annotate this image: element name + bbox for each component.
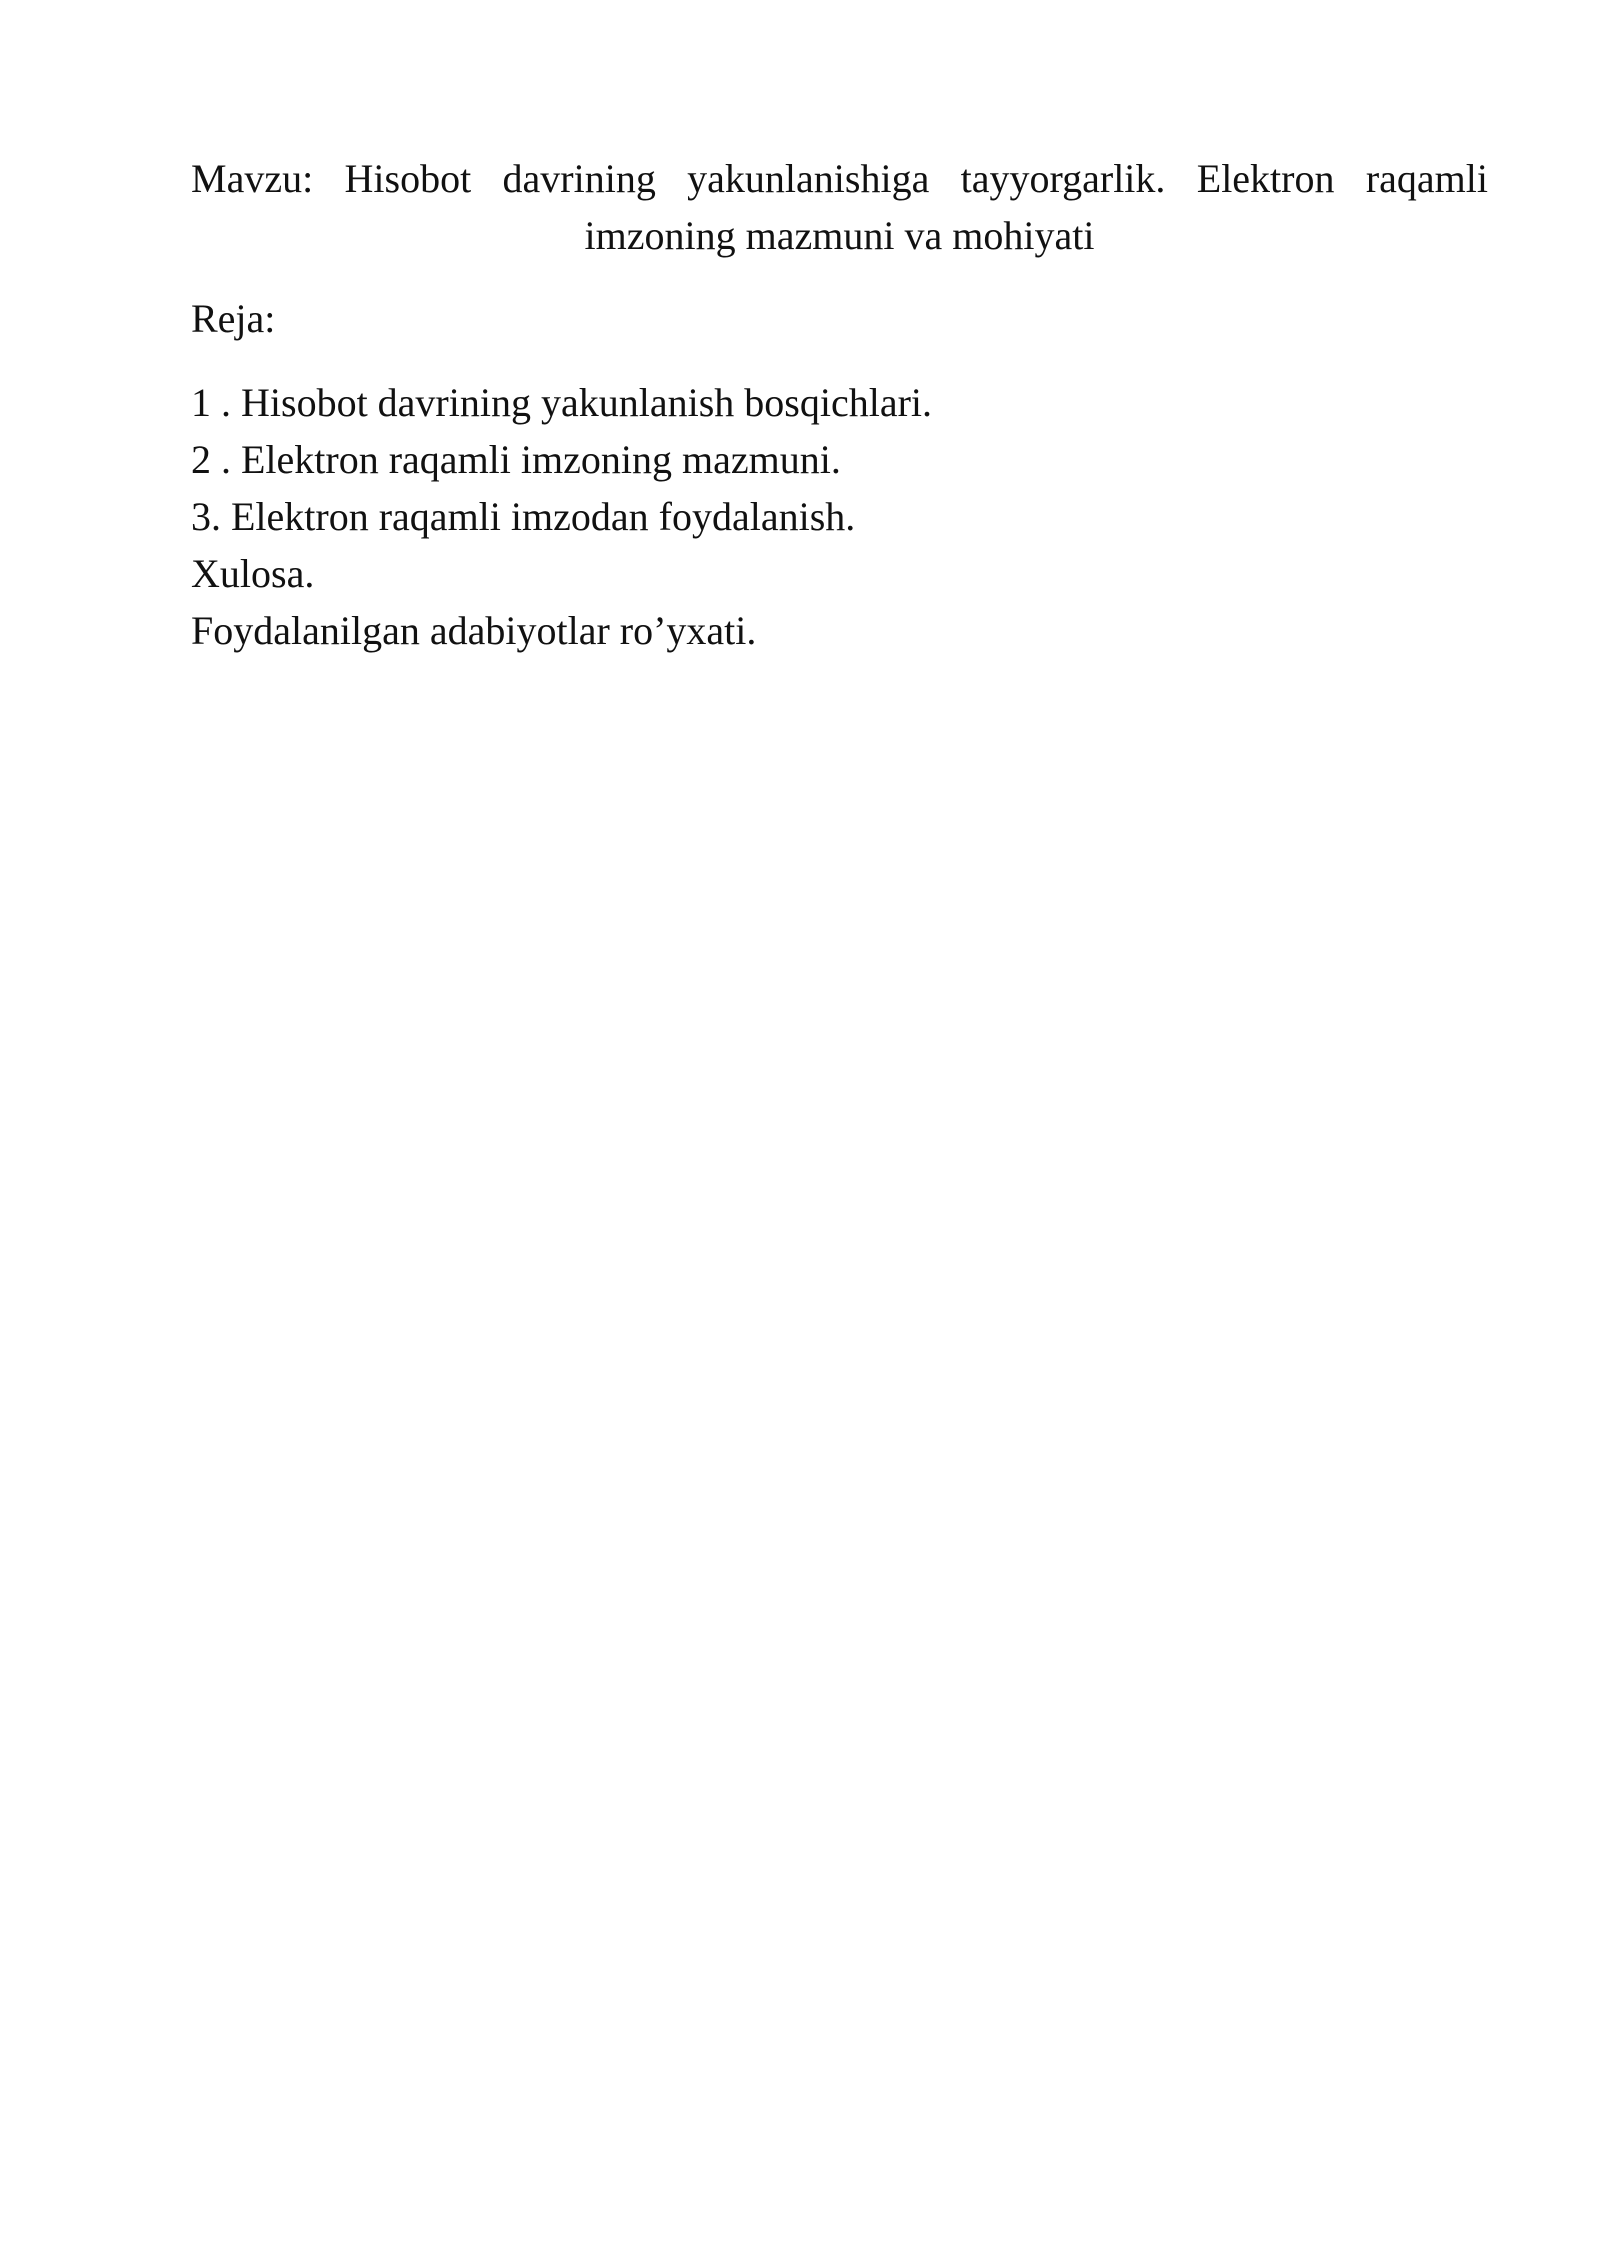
plan-item: 1 . Hisobot davrining yakunlanish bosqichlari.	[191, 380, 933, 425]
plan-item: 2 . Elektron raqamli imzoning mazmuni.	[191, 437, 841, 482]
title-line-2: imzoning mazmuni va mohiyati	[584, 213, 1095, 258]
title-line-1: Mavzu: Hisobot davrining yakunlanishiga tayyorgarlik. Elektron raqamli	[191, 156, 1488, 201]
page-content	[191, 150, 1488, 659]
plan-item: 3. Elektron raqamli imzodan foydalanish.	[191, 494, 856, 539]
plan-item: Xulosa.	[191, 551, 315, 596]
document-title	[191, 150, 1488, 264]
plan-list	[191, 374, 1488, 659]
plan-item: Foydalanilgan adabiyotlar ro’yxati.	[191, 608, 757, 653]
plan-heading: Reja:	[191, 296, 276, 341]
